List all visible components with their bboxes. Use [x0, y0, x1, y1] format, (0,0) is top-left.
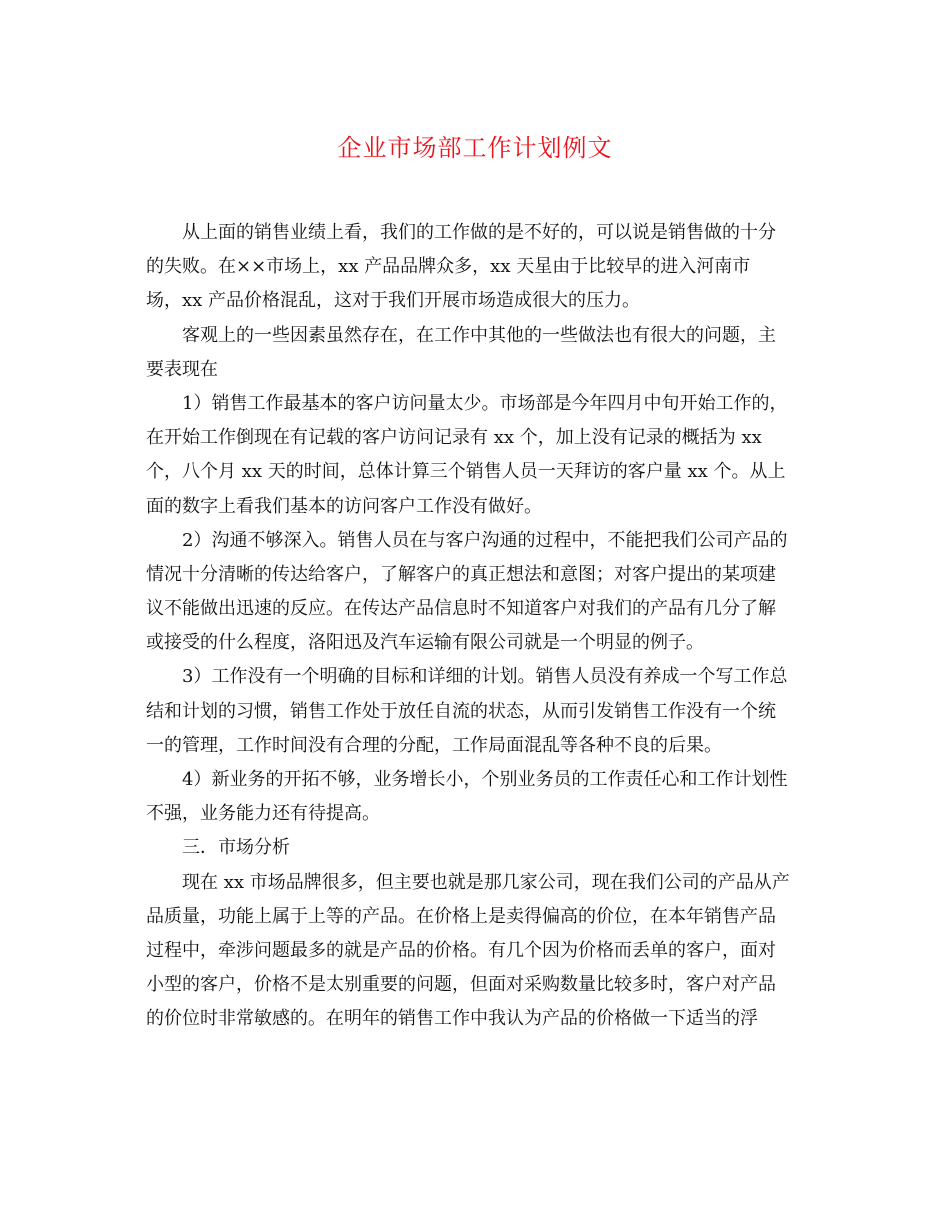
text-line: 要表现在	[146, 358, 218, 380]
paragraph	[146, 216, 810, 319]
text-line: 一的管理，工作时间没有合理的分配，工作局面混乱等各种不良的后果。	[146, 734, 722, 756]
text-line: 的价位时非常敏感的。在明年的销售工作中我认为产品的价格做一下适当的浮	[146, 1008, 758, 1030]
text-line: 在开始工作倒现在有记载的客户访问记录有 xx 个，加上没有记录的概括为 xx	[146, 427, 762, 449]
text-line: 面的数字上看我们基本的访问客户工作没有做好。	[146, 495, 542, 517]
paragraph	[146, 866, 810, 1037]
text-line: 不强，业务能力还有待提高。	[146, 803, 380, 825]
text-line: 客观上的一些因素虽然存在，在工作中其他的一些做法也有很大的问题，主	[182, 324, 776, 346]
section-heading	[146, 831, 810, 865]
text-line: 结和计划的习惯，销售工作处于放任自流的状态，从而引发销售工作没有一个统	[146, 700, 776, 722]
text-line: 2）沟通不够深入。销售人员在与客户沟通的过程中，不能把我们公司产品的	[182, 529, 788, 551]
section-heading-text: 三．市场分析	[182, 837, 290, 859]
document-body	[146, 216, 810, 1037]
text-line: 情况十分清晰的传达给客户，了解客户的真正想法和意图；对客户提出的某项建	[146, 563, 776, 585]
text-line: 个，八个月 xx 天的时间，总体计算三个销售人员一天拜访的客户量 xx 个。从上	[146, 461, 786, 483]
document-title: 企业市场部工作计划例文	[337, 134, 613, 162]
text-line: 议不能做出迅速的反应。在传达产品信息时不知道客户对我们的产品有几分了解	[146, 598, 776, 620]
paragraph	[146, 763, 810, 831]
text-line: 的失败。在××市场上，xx 产品品牌众多，xx 天星由于比较早的进入河南市	[146, 256, 751, 278]
text-line: 4）新业务的开拓不够，业务增长小，个别业务员的工作责任心和工作计划性	[182, 769, 788, 790]
text-line: 1）销售工作最基本的客户访问量太少。市场部是今年四月中旬开始工作的，	[182, 392, 788, 414]
text-line: 现在 xx 市场品牌很多，但主要也就是那几家公司，现在我们公司的产品从产	[182, 871, 790, 893]
text-line: 或接受的什么程度，洛阳迅及汽车运输有限公司就是一个明显的例子。	[146, 632, 704, 654]
text-line: 品质量，功能上属于上等的产品。在价格上是卖得偏高的价位，在本年销售产品	[146, 905, 776, 927]
paragraph	[146, 660, 810, 763]
text-line: 从上面的销售业绩上看，我们的工作做的是不好的，可以说是销售做的十分	[182, 222, 776, 243]
text-line: 过程中，牵涉问题最多的就是产品的价格。有几个因为价格而丢单的客户，面对	[146, 939, 776, 961]
text-line: 小型的客户，价格不是太别重要的问题，但面对采购数量比较多时，客户对产品	[146, 974, 776, 996]
paragraph	[146, 524, 810, 661]
text-line: 3）工作没有一个明确的目标和详细的计划。销售人员没有养成一个写工作总	[182, 666, 788, 688]
text-line: 场，xx 产品价格混乱，这对于我们开展市场造成很大的压力。	[146, 290, 641, 312]
paragraph	[146, 387, 810, 524]
paragraph	[146, 319, 810, 387]
